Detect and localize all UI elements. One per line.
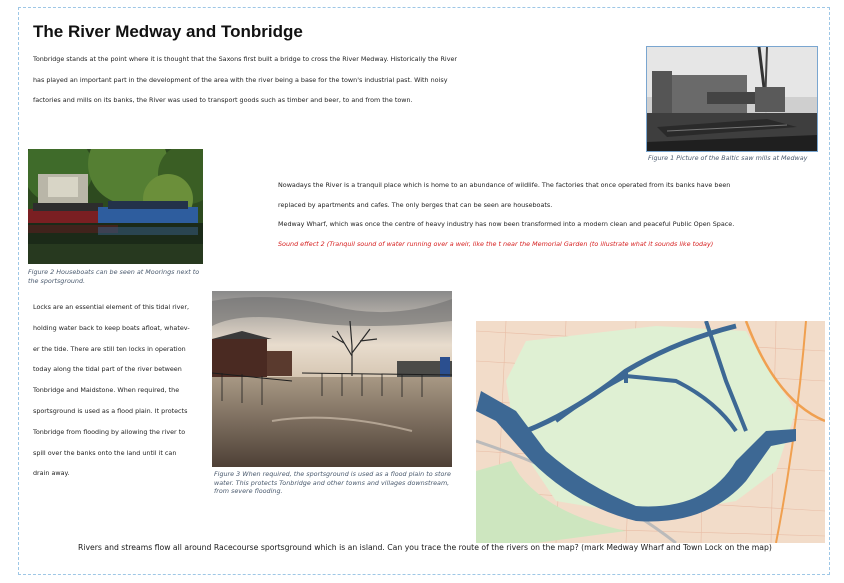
locks-line: er the tide. There are still ten locks in operation xyxy=(33,344,186,353)
figure-caption: Figure 2 Houseboats can be seen at Moorings next to the sportsground. xyxy=(28,268,200,285)
sawmill-photo xyxy=(646,46,818,152)
locks-line: holding water back to keep boats afloat, whatev- xyxy=(33,323,190,332)
middle-paragraph xyxy=(278,176,748,254)
middle-line: replaced by apartments and cafes. The only berges that can be seen are houseboats. xyxy=(278,200,553,209)
locks-line: today along the tidal part of the river between xyxy=(33,365,182,374)
map-instructions: Rivers and streams flow all around Racecourse sportsground which is an island. Can you trace the route of the rivers on the map? (mark Medway Wharf and Town Lock on the map) xyxy=(78,543,772,552)
locks-line: Tonbridge and Maidstone. When required, the xyxy=(33,386,180,395)
intro-line: has played an important part in the development of the area with the river being a base for the town's industrial past. With noisy xyxy=(33,75,448,84)
locks-paragraph xyxy=(33,297,203,484)
sound-effect-note: Sound effect 2 (Tranquil sound of water running over a weir, like the t near the Memorial Garden (to illustrate what it sounds like today) xyxy=(278,239,714,248)
middle-line: Nowadays the River is a tranquil place which is home to an abundance of wildlife. The factories that once operated from its banks have been xyxy=(278,181,731,189)
locks-line: Tonbridge from flooding by allowing the river to xyxy=(33,427,186,436)
houseboats-photo xyxy=(28,149,203,264)
locks-line: drain away. xyxy=(33,469,70,478)
page-title: The River Medway and Tonbridge xyxy=(33,22,303,41)
intro-paragraph xyxy=(33,49,463,111)
figure-caption: Figure 1 Picture of the Baltic saw mills at Medway xyxy=(648,154,808,162)
intro-line: factories and mills on its banks, the River was used to transport goods such as timber and beer, to and from the town. xyxy=(33,96,413,104)
locks-line: spill over the banks onto the land until it can xyxy=(33,448,177,457)
flood-photo xyxy=(212,291,452,467)
intro-line: Tonbridge stands at the point where it is thought that the Saxons first built a bridge to cross the River Medway. Historically the River xyxy=(33,55,458,63)
locks-line: sportsground is used as a flood plain. It protects xyxy=(33,406,188,415)
locks-line: Locks are an essential element of this tidal river, xyxy=(33,303,189,311)
river-map[interactable] xyxy=(476,321,825,543)
middle-line: Medway Wharf, which was once the centre of heavy industry has now been transformed into a modern clean and peaceful Public Open Space. xyxy=(278,220,735,228)
figure-caption: Figure 3 When required, the sportsground is used as a flood plain to store water. This protects Tonbridge and other towns and villages downstream, from severe flooding. xyxy=(214,470,451,495)
